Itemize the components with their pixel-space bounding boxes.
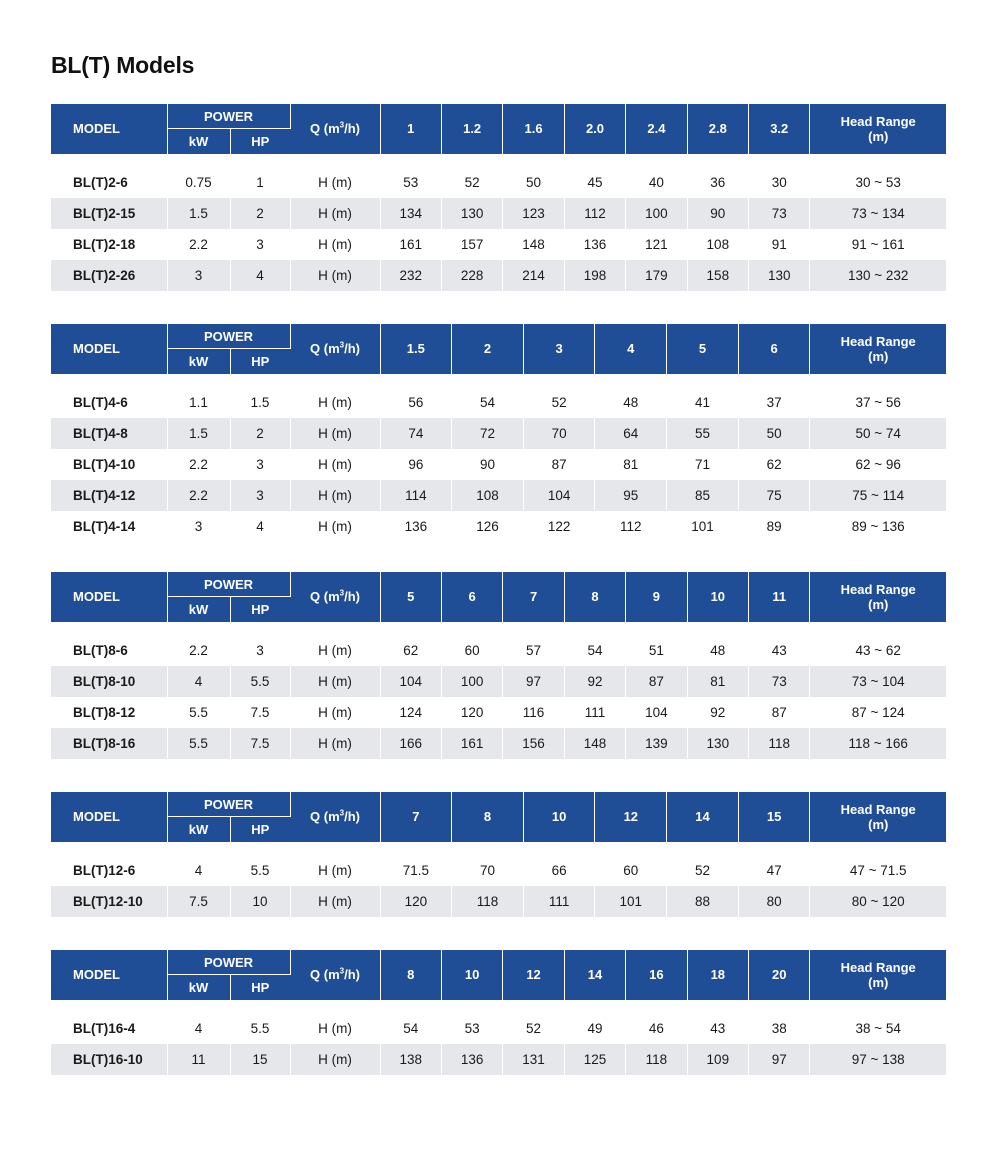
kw-header: kW — [167, 975, 230, 1001]
head-range-header: Head Range (m) — [810, 792, 946, 842]
head-cell: 47 — [738, 855, 810, 886]
unit-cell: H (m) — [290, 418, 380, 449]
model-cell: BL(T)2-26 — [51, 260, 167, 291]
table-row — [51, 635, 946, 666]
head-cell: 120 — [380, 886, 452, 917]
head-cell: 228 — [441, 260, 502, 291]
table-row — [51, 260, 946, 291]
head-cell: 92 — [687, 697, 748, 728]
head-cell: 118 — [452, 886, 524, 917]
table-header — [51, 950, 946, 1000]
flow-header: 3.2 — [749, 104, 810, 154]
head-cell: 70 — [452, 855, 524, 886]
head-cell: 118 — [749, 728, 810, 759]
head-cell: 100 — [441, 666, 502, 697]
table-header — [51, 104, 946, 154]
power-header: POWER — [167, 950, 290, 975]
table-header — [51, 572, 946, 622]
table-row — [51, 1013, 946, 1044]
head-cell: 56 — [380, 387, 452, 418]
head-cell: 90 — [687, 198, 748, 229]
flow-header: 8 — [452, 792, 524, 842]
head-cell: 92 — [564, 666, 625, 697]
kw-header: kW — [167, 597, 230, 623]
head-cell: 97 — [503, 666, 564, 697]
head-cell: 60 — [595, 855, 667, 886]
flow-header: 15 — [738, 792, 810, 842]
head-cell: 97 — [749, 1044, 810, 1075]
table-row — [51, 229, 946, 260]
kw-header: kW — [167, 349, 230, 375]
model-cell: BL(T)8-10 — [51, 666, 167, 697]
flow-header: 8 — [380, 950, 441, 1000]
kw-cell: 4 — [167, 666, 230, 697]
head-cell: 81 — [595, 449, 667, 480]
hp-cell: 5.5 — [230, 1013, 290, 1044]
head-cell: 57 — [503, 635, 564, 666]
head-cell: 85 — [667, 480, 739, 511]
head-cell: 101 — [667, 511, 739, 542]
power-header: POWER — [167, 792, 290, 817]
head-cell: 52 — [523, 387, 595, 418]
head-cell: 51 — [626, 635, 687, 666]
unit-cell: H (m) — [290, 449, 380, 480]
flow-header: 1.6 — [503, 104, 564, 154]
hp-cell: 1 — [230, 167, 290, 198]
kw-cell: 5.5 — [167, 697, 230, 728]
hp-cell: 2 — [230, 418, 290, 449]
head-cell: 64 — [595, 418, 667, 449]
model-cell: BL(T)16-10 — [51, 1044, 167, 1075]
head-cell: 158 — [687, 260, 748, 291]
flow-header: 11 — [749, 572, 810, 622]
head-cell: 43 — [687, 1013, 748, 1044]
head-cell: 100 — [626, 198, 687, 229]
head-cell: 62 — [380, 635, 441, 666]
kw-cell: 0.75 — [167, 167, 230, 198]
head-cell: 109 — [687, 1044, 748, 1075]
head-range-header: Head Range (m) — [810, 572, 946, 622]
head-cell: 54 — [452, 387, 524, 418]
head-cell: 87 — [626, 666, 687, 697]
head-cell: 126 — [452, 511, 524, 542]
kw-cell: 2.2 — [167, 635, 230, 666]
hp-header: HP — [230, 975, 290, 1001]
table-row — [51, 511, 946, 542]
head-range-cell: 97 ~ 138 — [810, 1044, 946, 1075]
model-cell: BL(T)12-6 — [51, 855, 167, 886]
hp-cell: 2 — [230, 198, 290, 229]
head-cell: 124 — [380, 697, 441, 728]
head-cell: 40 — [626, 167, 687, 198]
head-cell: 112 — [595, 511, 667, 542]
head-cell: 136 — [441, 1044, 502, 1075]
head-cell: 41 — [667, 387, 739, 418]
unit-cell: H (m) — [290, 511, 380, 542]
head-cell: 111 — [564, 697, 625, 728]
flow-unit-header: Q $(m^3/h)$ — [290, 950, 380, 1000]
head-cell: 38 — [749, 1013, 810, 1044]
unit-cell: H (m) — [290, 666, 380, 697]
kw-cell: 4 — [167, 1013, 230, 1044]
head-cell: 70 — [523, 418, 595, 449]
flow-header: 5 — [380, 572, 441, 622]
flow-unit-header: Q $(m^3/h)$ — [290, 792, 380, 842]
model-cell: BL(T)4-6 — [51, 387, 167, 418]
spec-table-2 — [51, 324, 946, 542]
table-header — [51, 792, 946, 842]
hp-cell: 4 — [230, 511, 290, 542]
head-cell: 139 — [626, 728, 687, 759]
hp-cell: 3 — [230, 480, 290, 511]
table-row — [51, 198, 946, 229]
head-cell: 112 — [564, 198, 625, 229]
head-cell: 96 — [380, 449, 452, 480]
flow-header: 1.5 — [380, 324, 452, 374]
model-header: MODEL — [51, 572, 167, 622]
hp-cell: 4 — [230, 260, 290, 291]
head-cell: 73 — [749, 198, 810, 229]
model-cell: BL(T)4-8 — [51, 418, 167, 449]
flow-header: 16 — [626, 950, 687, 1000]
model-cell: BL(T)8-16 — [51, 728, 167, 759]
page-title: BL(T) Models — [51, 52, 195, 78]
head-cell: 120 — [441, 697, 502, 728]
head-cell: 104 — [523, 480, 595, 511]
kw-cell: 7.5 — [167, 886, 230, 917]
head-cell: 214 — [503, 260, 564, 291]
kw-cell: 2.2 — [167, 449, 230, 480]
unit-cell: H (m) — [290, 728, 380, 759]
head-range-cell: 50 ~ 74 — [810, 418, 946, 449]
hp-cell: 5.5 — [230, 666, 290, 697]
head-cell: 121 — [626, 229, 687, 260]
head-cell: 156 — [503, 728, 564, 759]
head-range-cell: 89 ~ 136 — [810, 511, 946, 542]
head-range-cell: 87 ~ 124 — [810, 697, 946, 728]
model-cell: BL(T)8-12 — [51, 697, 167, 728]
model-cell: BL(T)8-6 — [51, 635, 167, 666]
kw-cell: 4 — [167, 855, 230, 886]
flow-header: 18 — [687, 950, 748, 1000]
head-cell: 166 — [380, 728, 441, 759]
head-cell: 148 — [564, 728, 625, 759]
hp-cell: 7.5 — [230, 697, 290, 728]
flow-header: 12 — [503, 950, 564, 1000]
head-cell: 54 — [564, 635, 625, 666]
model-cell: BL(T)4-12 — [51, 480, 167, 511]
head-cell: 161 — [380, 229, 441, 260]
model-cell: BL(T)2-18 — [51, 229, 167, 260]
flow-header: 5 — [667, 324, 739, 374]
model-cell: BL(T)12-10 — [51, 886, 167, 917]
head-cell: 138 — [380, 1044, 441, 1075]
spec-table-5 — [51, 950, 946, 1075]
head-range-header: Head Range (m) — [810, 104, 946, 154]
unit-cell: H (m) — [290, 229, 380, 260]
head-cell: 130 — [687, 728, 748, 759]
head-cell: 134 — [380, 198, 441, 229]
flow-header: 4 — [595, 324, 667, 374]
power-header: POWER — [167, 104, 290, 129]
head-cell: 37 — [738, 387, 810, 418]
model-cell: BL(T)4-14 — [51, 511, 167, 542]
flow-header: 10 — [523, 792, 595, 842]
kw-cell: 3 — [167, 511, 230, 542]
head-cell: 95 — [595, 480, 667, 511]
head-cell: 75 — [738, 480, 810, 511]
head-cell: 53 — [441, 1013, 502, 1044]
table-row — [51, 728, 946, 759]
table-row — [51, 449, 946, 480]
head-range-cell: 91 ~ 161 — [810, 229, 946, 260]
flow-header: 6 — [738, 324, 810, 374]
flow-header: 10 — [687, 572, 748, 622]
head-cell: 136 — [380, 511, 452, 542]
head-cell: 53 — [380, 167, 441, 198]
head-cell: 66 — [523, 855, 595, 886]
head-range-cell: 130 ~ 232 — [810, 260, 946, 291]
head-range-cell: 43 ~ 62 — [810, 635, 946, 666]
head-cell: 88 — [667, 886, 739, 917]
model-cell: BL(T)16-4 — [51, 1013, 167, 1044]
head-cell: 108 — [452, 480, 524, 511]
flow-header: 14 — [564, 950, 625, 1000]
power-header: POWER — [167, 572, 290, 597]
table-row — [51, 387, 946, 418]
flow-unit-header: Q $(m^3/h)$ — [290, 104, 380, 154]
head-cell: 104 — [380, 666, 441, 697]
unit-cell: H (m) — [290, 480, 380, 511]
head-cell: 232 — [380, 260, 441, 291]
model-cell: BL(T)2-15 — [51, 198, 167, 229]
head-cell: 80 — [738, 886, 810, 917]
head-cell: 125 — [564, 1044, 625, 1075]
hp-header: HP — [230, 349, 290, 375]
head-cell: 130 — [441, 198, 502, 229]
head-range-cell: 30 ~ 53 — [810, 167, 946, 198]
head-cell: 148 — [503, 229, 564, 260]
kw-cell: 1.5 — [167, 198, 230, 229]
head-cell: 87 — [749, 697, 810, 728]
flow-header: 7 — [380, 792, 452, 842]
kw-cell: 3 — [167, 260, 230, 291]
flow-unit-header: Q $(m^3/h)$ — [290, 324, 380, 374]
head-cell: 131 — [503, 1044, 564, 1075]
head-range-cell: 38 ~ 54 — [810, 1013, 946, 1044]
head-range-cell: 73 ~ 104 — [810, 666, 946, 697]
head-cell: 91 — [749, 229, 810, 260]
unit-cell: H (m) — [290, 260, 380, 291]
unit-cell: H (m) — [290, 855, 380, 886]
head-cell: 71 — [667, 449, 739, 480]
head-cell: 49 — [564, 1013, 625, 1044]
head-cell: 81 — [687, 666, 748, 697]
unit-cell: H (m) — [290, 387, 380, 418]
hp-cell: 10 — [230, 886, 290, 917]
head-cell: 104 — [626, 697, 687, 728]
power-header: POWER — [167, 324, 290, 349]
flow-header: 3 — [523, 324, 595, 374]
head-cell: 87 — [523, 449, 595, 480]
head-cell: 101 — [595, 886, 667, 917]
head-cell: 118 — [626, 1044, 687, 1075]
model-header: MODEL — [51, 950, 167, 1000]
head-range-cell: 37 ~ 56 — [810, 387, 946, 418]
head-cell: 52 — [441, 167, 502, 198]
head-cell: 157 — [441, 229, 502, 260]
flow-header: 20 — [749, 950, 810, 1000]
head-cell: 50 — [738, 418, 810, 449]
spec-table-4 — [51, 792, 946, 917]
model-header: MODEL — [51, 324, 167, 374]
head-cell: 36 — [687, 167, 748, 198]
head-range-cell: 47 ~ 71.5 — [810, 855, 946, 886]
table-row — [51, 1044, 946, 1075]
unit-cell: H (m) — [290, 198, 380, 229]
flow-header: 2.8 — [687, 104, 748, 154]
head-cell: 45 — [564, 167, 625, 198]
kw-cell: 2.2 — [167, 229, 230, 260]
kw-cell: 1.1 — [167, 387, 230, 418]
head-cell: 73 — [749, 666, 810, 697]
head-range-cell: 80 ~ 120 — [810, 886, 946, 917]
table-row — [51, 666, 946, 697]
model-header: MODEL — [51, 104, 167, 154]
table-header — [51, 324, 946, 374]
unit-cell: H (m) — [290, 697, 380, 728]
flow-header: 2.0 — [564, 104, 625, 154]
hp-cell: 5.5 — [230, 855, 290, 886]
flow-header: 2 — [452, 324, 524, 374]
head-cell: 198 — [564, 260, 625, 291]
hp-cell: 15 — [230, 1044, 290, 1075]
head-cell: 72 — [452, 418, 524, 449]
flow-header: 8 — [564, 572, 625, 622]
flow-header: 12 — [595, 792, 667, 842]
hp-header: HP — [230, 129, 290, 155]
flow-header: 7 — [503, 572, 564, 622]
head-cell: 123 — [503, 198, 564, 229]
spec-table-1 — [51, 104, 946, 291]
flow-header: 9 — [626, 572, 687, 622]
model-header: MODEL — [51, 792, 167, 842]
head-cell: 89 — [738, 511, 810, 542]
head-range-header: Head Range (m) — [810, 324, 946, 374]
head-cell: 136 — [564, 229, 625, 260]
head-range-cell: 62 ~ 96 — [810, 449, 946, 480]
head-cell: 52 — [503, 1013, 564, 1044]
head-cell: 48 — [595, 387, 667, 418]
kw-header: kW — [167, 817, 230, 843]
head-cell: 90 — [452, 449, 524, 480]
head-cell: 60 — [441, 635, 502, 666]
unit-cell: H (m) — [290, 1013, 380, 1044]
hp-cell: 3 — [230, 635, 290, 666]
kw-cell: 2.2 — [167, 480, 230, 511]
head-cell: 55 — [667, 418, 739, 449]
head-cell: 50 — [503, 167, 564, 198]
unit-cell: H (m) — [290, 635, 380, 666]
flow-header: 2.4 — [626, 104, 687, 154]
flow-header: 1.2 — [441, 104, 502, 154]
table-row — [51, 480, 946, 511]
head-cell: 74 — [380, 418, 452, 449]
unit-cell: H (m) — [290, 167, 380, 198]
hp-cell: 3 — [230, 229, 290, 260]
flow-header: 6 — [441, 572, 502, 622]
hp-header: HP — [230, 597, 290, 623]
head-cell: 114 — [380, 480, 452, 511]
head-cell: 130 — [749, 260, 810, 291]
hp-cell: 7.5 — [230, 728, 290, 759]
spec-table-3 — [51, 572, 946, 759]
flow-header: 1 — [380, 104, 441, 154]
head-range-header: Head Range (m) — [810, 950, 946, 1000]
head-cell: 48 — [687, 635, 748, 666]
table-row — [51, 697, 946, 728]
head-range-cell: 118 ~ 166 — [810, 728, 946, 759]
kw-cell: 1.5 — [167, 418, 230, 449]
model-cell: BL(T)2-6 — [51, 167, 167, 198]
head-cell: 30 — [749, 167, 810, 198]
unit-cell: H (m) — [290, 1044, 380, 1075]
head-cell: 52 — [667, 855, 739, 886]
table-row — [51, 886, 946, 917]
model-cell: BL(T)4-10 — [51, 449, 167, 480]
table-row — [51, 855, 946, 886]
head-cell: 179 — [626, 260, 687, 291]
unit-cell: H (m) — [290, 886, 380, 917]
head-cell: 111 — [523, 886, 595, 917]
hp-cell: 3 — [230, 449, 290, 480]
kw-cell: 5.5 — [167, 728, 230, 759]
head-range-cell: 73 ~ 134 — [810, 198, 946, 229]
head-cell: 161 — [441, 728, 502, 759]
flow-header: 10 — [441, 950, 502, 1000]
head-cell: 62 — [738, 449, 810, 480]
head-cell: 116 — [503, 697, 564, 728]
head-cell: 46 — [626, 1013, 687, 1044]
hp-cell: 1.5 — [230, 387, 290, 418]
head-cell: 108 — [687, 229, 748, 260]
flow-header: 14 — [667, 792, 739, 842]
kw-header: kW — [167, 129, 230, 155]
hp-header: HP — [230, 817, 290, 843]
head-cell: 71.5 — [380, 855, 452, 886]
head-cell: 54 — [380, 1013, 441, 1044]
head-cell: 43 — [749, 635, 810, 666]
head-cell: 122 — [523, 511, 595, 542]
head-range-cell: 75 ~ 114 — [810, 480, 946, 511]
table-row — [51, 167, 946, 198]
table-row — [51, 418, 946, 449]
flow-unit-header: Q $(m^3/h)$ — [290, 572, 380, 622]
kw-cell: 11 — [167, 1044, 230, 1075]
